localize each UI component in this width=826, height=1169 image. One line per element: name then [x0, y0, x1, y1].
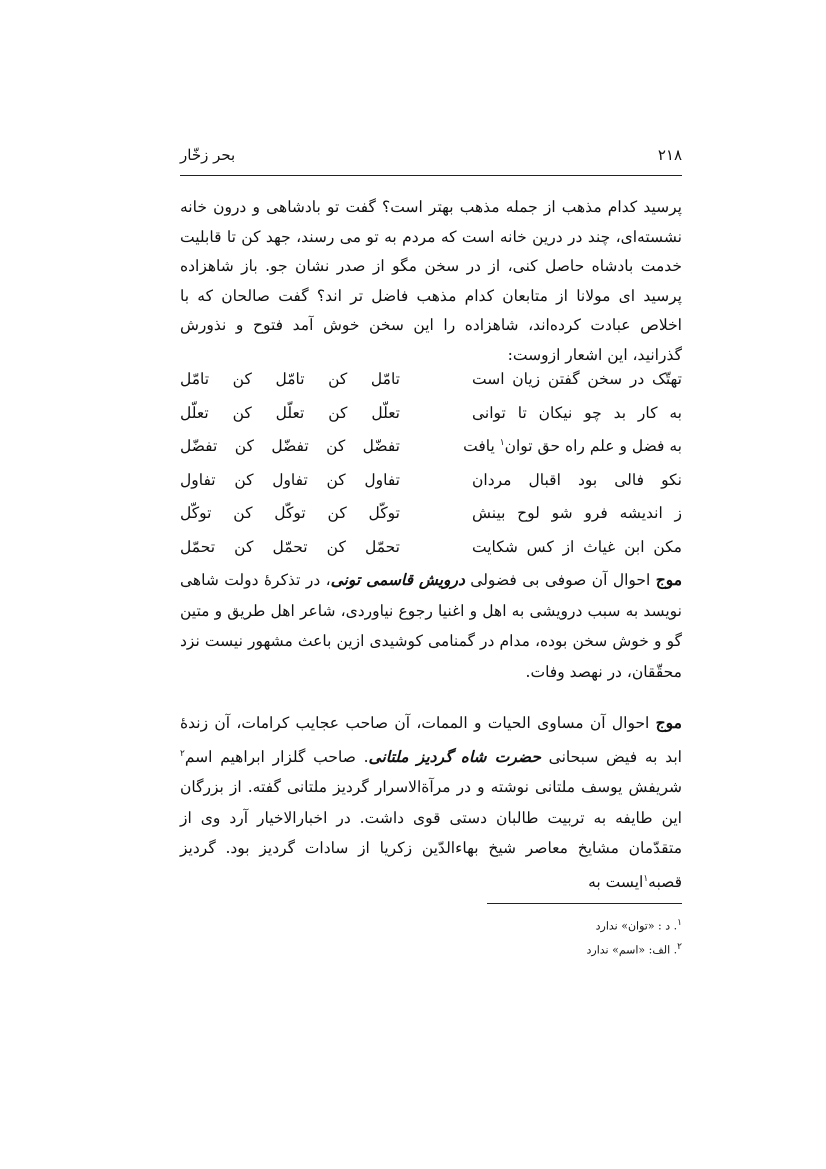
entry-text: . صاحب گلزار ابراهیم اسم [184, 747, 369, 766]
verse-first-hemistich: مکن ابن غیاث از کس شکایت [472, 537, 682, 556]
entry-marker: موج [655, 570, 683, 589]
entry-paragraph [180, 708, 682, 897]
verse-line [180, 437, 682, 471]
verse-line [180, 471, 682, 505]
verse-text: به فضل و علم راه حق توان [504, 437, 682, 455]
footnote-rule [487, 903, 682, 904]
footnote [180, 937, 682, 961]
verse-first-hemistich: ز اندیشه فرو شو لوح بینش [472, 504, 682, 522]
footnote-text: . د : «توان» ندارد [595, 919, 678, 933]
footnote-ref: ۱ [643, 873, 649, 884]
verse-second-hemistich: تفضّل کن تفضّل کن تفضّل [180, 437, 400, 455]
footnote-text: . الف: «اسم» ندارد [586, 943, 678, 957]
entry-name: درویش قاسمی تونی [330, 570, 465, 589]
footnote-ref: ۲ [180, 748, 185, 759]
page-number: ۲۱۸ [657, 146, 682, 164]
verse-second-hemistich: تعلّل کن تعلّل کن تعلّل [180, 403, 400, 422]
verse-line [180, 370, 682, 404]
entry-text: ، در تذکرهٔ دولت شاهی نویسد به سبب درویشی به اهل و اغنیا رجوع نیاوردی، شاعر اهل طریق و متین گو و خوش سخن بوده، مدام در گمنامی کوشیدی ازین باعث مشهور نیست نزد محقّقان، در نهصد وفات. [180, 571, 682, 681]
entry-lead: احوال آن مساوی الحیات و الممات، آن صاحب عجایب کرامات، آن زندهٔ ابد به فیض سبحانی [180, 714, 682, 766]
verse-first-hemistich: به کار بد چو نیکان تا توانی [472, 403, 682, 422]
running-title: بحر زخّار [180, 146, 236, 164]
entry-marker: موج [655, 713, 682, 732]
verse-second-hemistich: تفاول کن تفاول کن تفاول [180, 470, 400, 489]
entry-paragraph [180, 565, 682, 687]
verse-text-end: یافت [463, 437, 500, 455]
intro-paragraph: پرسید کدام مذهب از جمله مذهب بهتر است؟ گفت تو بادشاهی و درون خانه نشسته‌ای، چند در درین خانه است که مردم به تو می رسند، جهد کن تا قابلیت خدمت بادشاه حاصل کنی، از در سخن مگو از صدر نشان جو. باز شاهزاده پرسید ای مولانا از متابعان کدام مذهب فاضل تر اند؟ گفت صالحان که با اخلاص عبادت کرده‌اند، شاهزاده را این سخن خوش آمد فتوح و نذورش گذرانید، این اشعار ازوست: [180, 198, 682, 364]
verse-second-hemistich: توکّل کن توکّل کن توکّل [180, 504, 400, 522]
verses-block [180, 370, 682, 571]
entry-name: حضرت شاه گردیز ملتانی [368, 746, 541, 766]
verse-line [180, 504, 682, 538]
intro-paragraph-block [180, 193, 682, 371]
entry-text: ایست به [588, 872, 644, 891]
footnote [180, 913, 682, 937]
verse-second-hemistich: تحمّل کن تحمّل کن تحمّل [180, 537, 400, 556]
entry-text: شریفش یوسف ملتانی نوشته و در مرآةالاسرار گردیز ملتانی گفته. از بزرگان این طایفه به تربیت طالبان دستی قوی داشت. در اخبارالاخیار آرد وی از متقدّمان مشایخ معاصر شیخ بهاءالدّین زکریا از سادات گردیز بود. گردیز قصبه [180, 778, 682, 891]
footnote-ref: ۱ [499, 437, 505, 448]
header-rule [180, 175, 682, 176]
entry-lead: احوال آن صوفی بی فضولی [464, 571, 656, 589]
footnote-number: ۱ [677, 918, 682, 928]
page-header [180, 146, 682, 172]
verse-second-hemistich: تامّل کن تامّل کن تامّل [180, 370, 400, 388]
verse-first-hemistich [463, 437, 682, 455]
verse-line [180, 404, 682, 438]
footnote-number: ۲ [677, 941, 682, 952]
footnotes [180, 913, 682, 960]
verse-first-hemistich: تهتّک در سخن گفتن زیان است [472, 370, 682, 388]
verse-first-hemistich: نکو فالی بود اقبال مردان [472, 470, 682, 489]
